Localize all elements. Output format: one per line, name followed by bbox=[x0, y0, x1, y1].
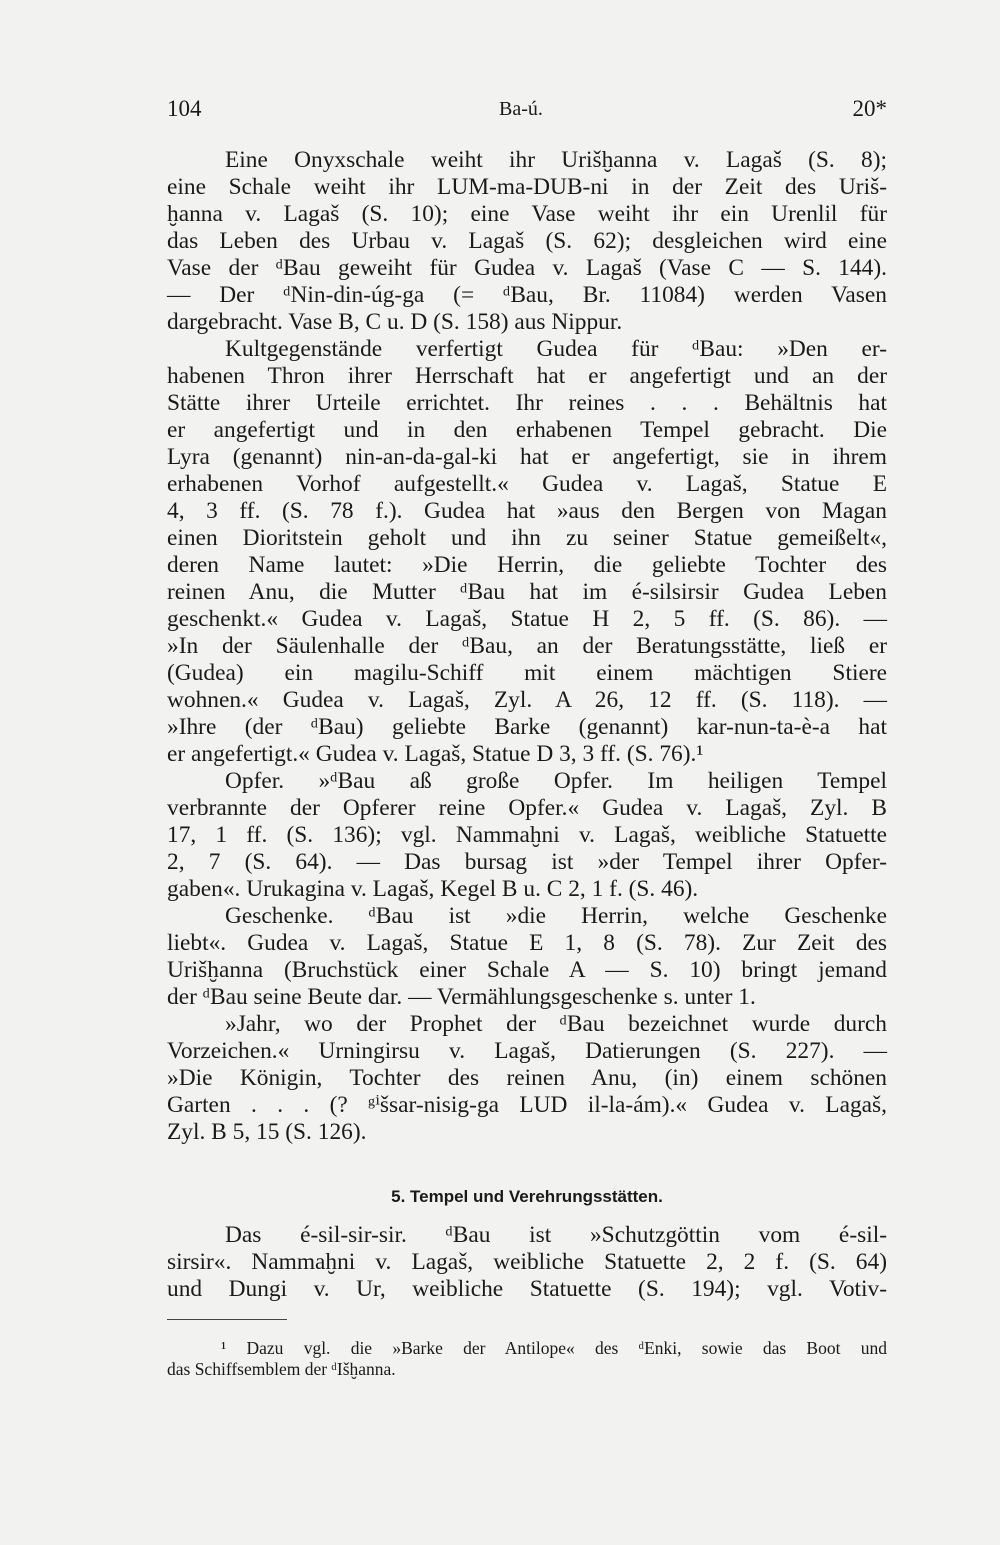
text-line: reinen Anu, die Mutter ᵈBau hat im é-silsirsir Gudea Leben bbox=[167, 579, 887, 605]
text-line: — Der ᵈNin-din-úg-ga (= ᵈBau, Br. 11084) werden Vasen bbox=[167, 282, 887, 308]
text-line: »In der Säulenhalle der ᵈBau, an der Beratungsstätte, ließ er bbox=[167, 633, 887, 659]
text-line: Opfer. »ᵈBau aß große Opfer. Im heiligen Tempel bbox=[225, 768, 887, 794]
footnote-line: das Schiffsemblem der ᵈIšḫanna. bbox=[167, 1359, 396, 1379]
text-line: er angefertigt und in den erhabenen Tempel gebracht. Die bbox=[167, 417, 887, 443]
text-line: Garten . . . (? ᵍⁱšsar-nisig-ga LUD il-la-ám).« Gudea v. Lagaš, bbox=[167, 1092, 887, 1118]
text-line: (Gudea) ein magilu-Schiff mit einem mächtigen Stiere bbox=[167, 660, 887, 686]
text-line: der ᵈBau seine Beute dar. — Vermählungsgeschenke s. unter 1. bbox=[167, 984, 756, 1010]
text-line: erhabenen Vorhof aufgestellt.« Gudea v. Lagaš, Statue E bbox=[167, 471, 887, 497]
text-line: eine Schale weiht ihr LUM-ma-DUB-ni in der Zeit des Uriš- bbox=[167, 174, 887, 200]
text-line: »Jahr, wo der Prophet der ᵈBau bezeichnet wurde durch bbox=[225, 1011, 887, 1037]
section-text bbox=[167, 1222, 887, 1303]
footnote bbox=[167, 1338, 887, 1380]
text-line: Lyra (genannt) nin-an-da-gal-ki hat er angefertigt, sie in ihrem bbox=[167, 444, 887, 470]
text-line: Vase der ᵈBau geweiht für Gudea v. Lagaš (Vase C — S. 144). bbox=[167, 255, 887, 281]
text-line: 2, 7 (S. 64). — Das bursag ist »der Tempel ihrer Opfer- bbox=[167, 849, 887, 875]
text-line: geschenkt.« Gudea v. Lagaš, Statue H 2, 5 ff. (S. 86). — bbox=[167, 606, 887, 632]
text-line: wohnen.« Gudea v. Lagaš, Zyl. A 26, 12 ff. (S. 118). — bbox=[167, 687, 887, 713]
text-line: habenen Thron ihrer Herrschaft hat er angefertigt und an der bbox=[167, 363, 887, 389]
text-line: gaben«. Urukagina v. Lagaš, Kegel B u. C 2, 1 f. (S. 46). bbox=[167, 876, 699, 902]
text-line: Vorzeichen.« Urningirsu v. Lagaš, Datierungen (S. 227). — bbox=[167, 1038, 887, 1064]
main-text bbox=[167, 147, 887, 1146]
running-title: Ba-ú. bbox=[499, 98, 543, 120]
text-line: das Leben des Urbau v. Lagaš (S. 62); desgleichen wird eine bbox=[167, 228, 887, 254]
text-line: Kultgegenstände verfertigt Gudea für ᵈBau: »Den er- bbox=[225, 336, 887, 362]
page-number: 104 bbox=[167, 96, 202, 121]
text-line: Geschenke. ᵈBau ist »die Herrin, welche Geschenke bbox=[225, 903, 887, 929]
text-line: Zyl. B 5, 15 (S. 126). bbox=[167, 1119, 367, 1145]
footnote-line: ¹ Dazu vgl. die »Barke der Antilope« des ᵈEnki, sowie das Boot und bbox=[221, 1338, 887, 1358]
text-line: er angefertigt.« Gudea v. Lagaš, Statue D 3, 3 ff. (S. 76).¹ bbox=[167, 741, 704, 767]
text-line: Urišḫanna (Bruchstück einer Schale A — S. 10) bringt jemand bbox=[167, 957, 887, 983]
text-line: verbrannte der Opferer reine Opfer.« Gudea v. Lagaš, Zyl. B bbox=[167, 795, 887, 821]
section-heading: 5. Tempel und Verehrungsstätten. bbox=[391, 1187, 663, 1206]
footnote-rule bbox=[167, 1319, 287, 1320]
text-line: Das é-sil-sir-sir. ᵈBau ist »Schutzgöttin vom é-sil- bbox=[225, 1222, 887, 1248]
sheet-mark: 20* bbox=[852, 96, 887, 121]
text-line: sirsir«. Nammaḫni v. Lagaš, weibliche Statuette 2, 2 f. (S. 64) bbox=[167, 1249, 887, 1275]
text-line: 4, 3 ff. (S. 78 f.). Gudea hat »aus den Bergen von Magan bbox=[167, 498, 887, 524]
page-header bbox=[167, 96, 887, 128]
text-line: ḫanna v. Lagaš (S. 10); eine Vase weiht ihr ein Urenlil für bbox=[167, 201, 887, 227]
text-line: einen Dioritstein geholt und ihn zu seiner Statue gemeißelt«, bbox=[167, 525, 887, 551]
text-line: Eine Onyxschale weiht ihr Urišḫanna v. Lagaš (S. 8); bbox=[225, 147, 887, 173]
text-line: deren Name lautet: »Die Herrin, die geliebte Tochter des bbox=[167, 552, 887, 578]
text-line: und Dungi v. Ur, weibliche Statuette (S. 194); vgl. Votiv- bbox=[167, 1276, 887, 1302]
text-line: »Ihre (der ᵈBau) geliebte Barke (genannt) kar-nun-ta-è-a hat bbox=[167, 714, 887, 740]
text-line: Stätte ihrer Urteile errichtet. Ihr reines . . . Behältnis hat bbox=[167, 390, 887, 416]
text-line: dargebracht. Vase B, C u. D (S. 158) aus Nippur. bbox=[167, 309, 623, 335]
text-line: liebt«. Gudea v. Lagaš, Statue E 1, 8 (S. 78). Zur Zeit des bbox=[167, 930, 887, 956]
text-line: 17, 1 ff. (S. 136); vgl. Nammaḫni v. Lagaš, weibliche Statuette bbox=[167, 822, 887, 848]
text-line: »Die Königin, Tochter des reinen Anu, (in) einem schönen bbox=[167, 1065, 887, 1091]
